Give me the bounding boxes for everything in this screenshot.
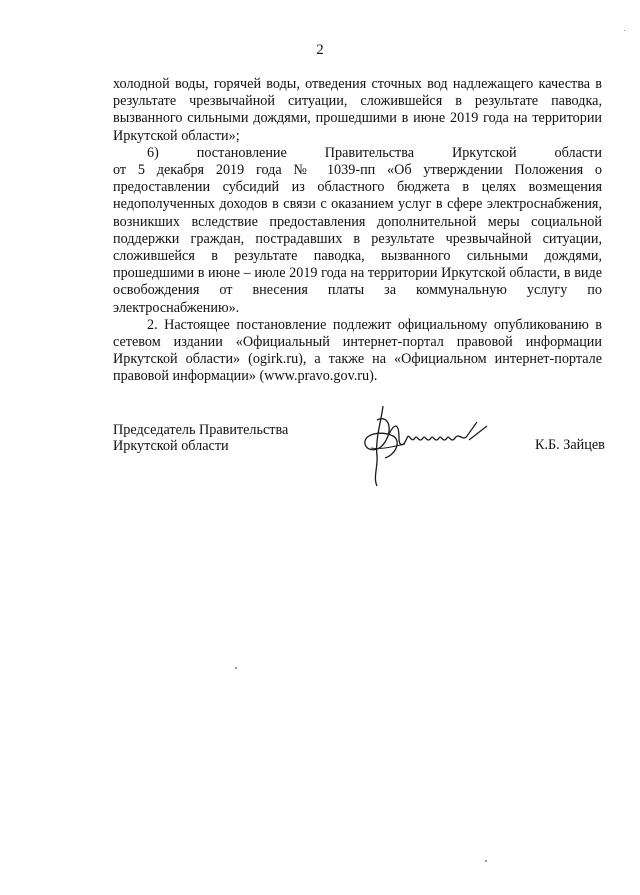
paragraph-continuation: холодной воды, горячей воды, отведения сточных вод надлежащего качества в результате чрезвычайной ситуации, сложившейся в результате паводка, вызванного сильными дождями, прошедшими в июне 2019 года на территории Иркутской области»; [113, 76, 602, 144]
scan-speck [624, 30, 625, 31]
signatory-title-line-2: Иркутской области [113, 437, 229, 454]
item-number: 6) [147, 144, 159, 161]
page-number: 2 [316, 42, 324, 58]
item-6-text: от 5 декабря 2019 года № 1039-пп «Об утверждении Положения о предоставлении субсидий из областного бюджета в целях возмещения недополученных доходов в связи с оказанием услуг в сфере электроснабжения, возникших вследствие предоставления дополнительной меры социальной поддержки граждан, пострадавших в результате чрезвычайной ситуации, сложившейся в результате паводка, вызванного сильными дождями, прошедшими в июне – июле 2019 года на территории Иркутской области, в виде освобождения от внесения платы за коммунальную услугу по электроснабжению». [113, 162, 602, 316]
signatory-title-line-1: Председатель Правительства [113, 422, 289, 438]
scan-speck [235, 667, 237, 669]
item-6-heading [113, 145, 602, 162]
item-word: Иркутской [451, 144, 517, 161]
document-body [113, 76, 602, 386]
scan-speck [485, 860, 487, 862]
item-word: постановление [196, 144, 287, 161]
paragraph-2-publication: 2. Настоящее постановление подлежит официальному опубликованию в сетевом издании «Официальный интернет-портал правовой информации Иркутской области» (ogirk.ru), а также на «Официальном интернет-портале правовой информации» (www.pravo.gov.ru). [113, 316, 602, 385]
signatory-title [113, 423, 288, 454]
signatory-name: К.Б. Зайцев [535, 437, 605, 453]
handwritten-signature [355, 400, 495, 492]
item-word: Правительства [324, 144, 415, 161]
item-word: области [554, 144, 602, 161]
